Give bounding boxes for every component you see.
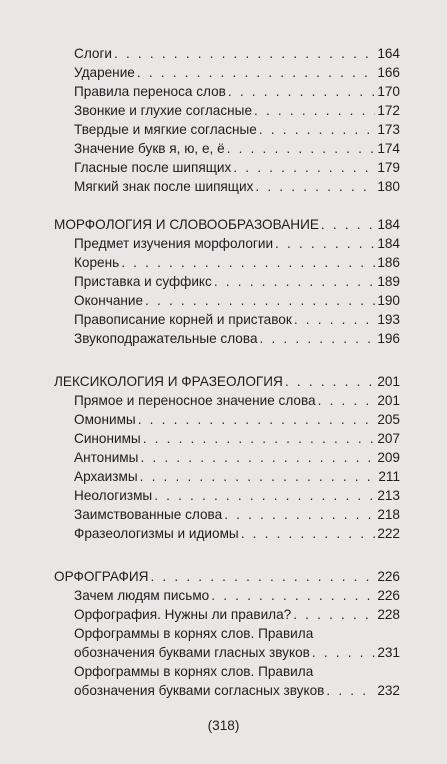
toc-entry-letters-meaning[interactable] [74,140,400,157]
toc-entry-page: 196 [377,331,400,346]
toc-entry-page: 173 [377,122,400,137]
toc-entry-consonant-spelling[interactable] [74,682,400,699]
toc-entry-page: 231 [377,645,400,660]
toc-entry-title: Окончание [74,293,144,308]
toc-entry-page: 207 [377,431,400,446]
toc-entry-title: Омонимы [74,412,136,427]
toc-section-page: 184 [377,217,400,232]
toc-entry-onomatopoeia[interactable] [74,330,400,347]
toc-entry-why-writing[interactable] [74,587,400,604]
toc-entry-title: Гласные после шипящих [74,160,232,175]
leader-dots [224,506,375,523]
toc-entry-page: 164 [377,46,400,61]
toc-entry-title: Ударение [74,65,135,80]
toc-entry-page: 218 [377,507,400,522]
toc-entry-loanwords[interactable] [74,506,400,523]
leader-dots [321,216,375,233]
leader-dots [138,411,376,428]
toc-section-heading-lexicology[interactable] [54,373,400,390]
toc-section-page: 201 [377,374,400,389]
toc-entry-antonyms[interactable] [74,449,400,466]
leader-dots [260,330,376,347]
leader-dots [326,682,375,699]
toc-entry-title: Приставка и суффикс [74,274,212,289]
toc-entry-title: Неологизмы [74,488,153,503]
leader-dots [293,606,375,623]
leader-dots [121,254,375,271]
toc-entry-title: Слоги [74,46,113,61]
toc-entry-root[interactable] [74,254,400,271]
toc-entry-hard-soft[interactable] [74,121,400,138]
toc-entry-title: Значение букв я, ю, е, ё [74,141,225,156]
toc-entry-ending[interactable] [74,292,400,309]
toc-entry-idioms[interactable] [74,525,400,542]
leader-dots [233,159,375,176]
toc-entry-page: 174 [377,141,400,156]
toc-entry-vowels-after-sibilants[interactable] [74,159,400,176]
toc-entry-stress[interactable] [74,64,400,81]
leader-dots [143,430,376,447]
toc-entry-page: 205 [377,412,400,427]
leader-dots [254,102,375,119]
leader-dots [285,373,375,390]
toc-entry-title: Антонимы [74,450,139,465]
toc-entry-first-line: Орфограммы в корнях слов. Правила [74,664,314,679]
toc-entry-page: 186 [377,255,400,270]
toc-entry-title: Орфография. Нужны ли правила? [74,607,292,622]
toc-entry-title: Фразеологизмы и идиомы [74,526,239,541]
toc-entry-roots-prefixes-spelling[interactable] [74,311,400,328]
toc-entry-page: 184 [377,236,400,251]
toc-entry-page: 232 [377,683,400,698]
leader-dots [140,468,377,485]
toc-entry-title: Твердые и мягкие согласные [74,122,257,137]
leader-dots [227,140,376,157]
toc-section-title: ЛЕКСИКОЛОГИЯ И ФРАЗЕОЛОГИЯ [54,374,283,389]
leader-dots [154,487,375,504]
toc-entry-title: Звукоподражательные слова [74,331,258,346]
toc-section-page: 226 [377,569,400,584]
toc-entry-page: 226 [377,588,400,603]
toc-entry-title: Зачем людям письмо [74,588,210,603]
page-number: (318) [207,718,240,733]
leader-dots [114,45,375,62]
leader-dots [241,525,376,542]
toc-entry-title: Правила переноса слов [74,84,226,99]
leader-dots [140,449,375,466]
toc-entry-page: 189 [377,274,400,289]
toc-entry-title: Звонкие и глухие согласные [74,103,253,118]
toc-entry-homonyms[interactable] [74,411,400,428]
toc-section-heading-morphology[interactable] [54,216,400,233]
leader-dots [255,178,375,195]
toc-entry-page: 190 [377,293,400,308]
toc-entry-page: 209 [377,450,400,465]
toc-entry-neologisms[interactable] [74,487,400,504]
toc-entry-prefix-suffix[interactable] [74,273,400,290]
toc-entry-soft-sign[interactable] [74,178,400,195]
toc-section-title: ОРФОГРАФИЯ [54,569,149,584]
toc-entry-page: 228 [377,607,400,622]
leader-dots [275,235,375,252]
toc-entry-page: 213 [377,488,400,503]
toc-section-title: МОРФОЛОГИЯ И СЛОВООБРАЗОВАНИЕ [54,217,319,232]
toc-entry-title: Мягкий знак после шипящих [74,179,254,194]
toc-entry-rules-needed[interactable] [74,606,400,623]
toc-entry-page: 179 [377,160,400,175]
toc-entry-title: обозначения буквами согласных звуков [74,683,325,698]
toc-entry-page: 222 [377,526,400,541]
toc-entry-title: Предмет изучения морфологии [74,236,274,251]
toc-entry-morphology-subject[interactable] [74,235,400,252]
leader-dots [211,587,375,604]
leader-dots [318,392,376,409]
leader-dots [137,64,375,81]
leader-dots [150,568,375,585]
leader-dots [145,292,375,309]
leader-dots [312,644,375,661]
toc-entry-page: 193 [377,312,400,327]
toc-entry-title: Архаизмы [74,469,138,484]
toc-entry-page: 170 [377,84,400,99]
toc-entry-title: Корень [74,255,120,270]
toc-entry-title: Правописание корней и приставок [74,312,292,327]
toc-entry-page: 172 [377,103,400,118]
toc-entry-voiced-voiceless[interactable] [74,102,400,119]
leader-dots [294,311,375,328]
toc-entry-first-line: Орфограммы в корнях слов. Правила [74,626,314,641]
toc-entry-title: Прямое и переносное значение слова [74,393,316,408]
toc-entry-archaisms[interactable] [74,468,400,485]
toc-entry-synonyms[interactable] [74,430,400,447]
leader-dots [259,121,375,138]
toc-entry-vowel-spelling[interactable] [74,644,400,661]
toc-entry-page: 201 [377,393,400,408]
toc-section-heading-orthography[interactable] [54,568,400,585]
toc-entry-page: 166 [377,65,400,80]
toc-entry-page: 180 [377,179,400,194]
toc-entry-literal-figurative[interactable] [74,392,400,409]
toc-entry-syllables[interactable] [74,45,400,62]
toc-entry-page: 211 [378,469,400,484]
toc-entry-title: Заимствованные слова [74,507,223,522]
leader-dots [228,83,375,100]
toc-entry-title: обозначения буквами гласных звуков [74,645,310,660]
toc-entry-title: Синонимы [74,431,141,446]
toc-entry-hyphenation[interactable] [74,83,400,100]
leader-dots [214,273,375,290]
